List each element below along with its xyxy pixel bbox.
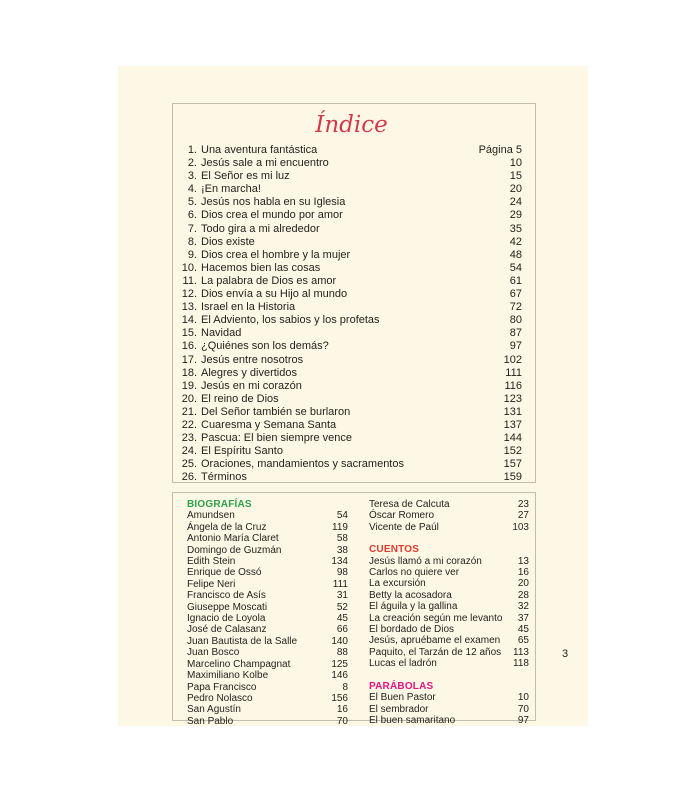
- entry-title: Lucas el ladrón: [369, 658, 437, 670]
- entry-page: 118: [513, 658, 529, 670]
- entry-spacer: [329, 340, 510, 353]
- entry-title: El buen samaritano: [369, 714, 456, 726]
- index-box: [172, 103, 536, 483]
- entry-number: 14.: [181, 314, 197, 327]
- entry-page: 87: [509, 327, 522, 340]
- entry-page: 10: [509, 157, 522, 170]
- entry-page: 66: [336, 624, 348, 636]
- section-entry: [187, 590, 348, 601]
- section-entry: [187, 533, 348, 544]
- entry-title: Teresa de Calcuta: [369, 499, 450, 510]
- entry-page: 16: [517, 567, 529, 579]
- entry-page: 48: [509, 248, 522, 261]
- entry-spacer: [352, 432, 504, 445]
- entry-page: 45: [517, 624, 529, 636]
- entry-title: El sembrador: [369, 703, 429, 715]
- sections-left-column: [187, 499, 348, 727]
- section-entry: [369, 601, 529, 612]
- entry-page: 67: [509, 288, 522, 301]
- entry-title: Giuseppe Moscati: [187, 601, 268, 613]
- entry-page: 23: [517, 499, 529, 510]
- entry-spacer: [303, 354, 504, 367]
- section-entry: [369, 578, 529, 589]
- entry-spacer: [336, 275, 510, 288]
- entry-title: La excursión: [369, 578, 426, 590]
- entry-page: 111: [332, 578, 348, 590]
- entry-title: La palabra de Dios es amor: [201, 274, 337, 287]
- entry-spacer: [255, 236, 510, 249]
- entry-spacer: [241, 327, 509, 340]
- section-entry: [369, 704, 529, 715]
- entry-page: 80: [509, 314, 522, 327]
- index-entry: [181, 144, 522, 157]
- section-entry: [187, 670, 348, 681]
- entry-title: El Espíritu Santo: [201, 445, 283, 458]
- section-entry: [187, 602, 348, 613]
- entry-title: El Adviento, los sabios y los profetas: [201, 314, 380, 327]
- entry-number: 21.: [181, 405, 197, 418]
- index-entry: [181, 223, 522, 236]
- page-number: 3: [561, 648, 569, 660]
- index-entry: [181, 327, 522, 340]
- section-entry: [187, 636, 348, 647]
- index-entry: [181, 183, 522, 196]
- index-entry: [181, 367, 522, 380]
- section-entry: [187, 556, 348, 567]
- section-entry: [369, 522, 529, 533]
- spacer: [369, 533, 529, 544]
- entry-page: 103: [512, 521, 529, 533]
- entry-page: 134: [331, 556, 348, 568]
- sections-right-column: [369, 499, 529, 726]
- entry-page: 52: [336, 601, 348, 613]
- entry-title: Oraciones, mandamientos y sacramentos: [201, 458, 404, 471]
- entry-number: 24.: [181, 445, 197, 458]
- entry-page: 13: [517, 555, 529, 567]
- entry-spacer: [295, 301, 510, 314]
- index-entry: [181, 314, 522, 327]
- entry-page: 20: [509, 183, 522, 196]
- entry-page: 156: [331, 692, 348, 704]
- entry-page: 157: [503, 458, 522, 471]
- entry-spacer: [317, 144, 478, 157]
- entry-title: Jesús nos habla en su Iglesia: [201, 196, 346, 209]
- section-entry: [187, 647, 348, 658]
- entry-number: 5.: [187, 196, 197, 209]
- entry-number: 6.: [187, 209, 197, 222]
- entry-title: Ignacio de Loyola: [187, 613, 266, 625]
- section-entry: [187, 704, 348, 715]
- entry-number: 18.: [181, 366, 197, 379]
- entry-title: ¡En marcha!: [201, 183, 261, 196]
- index-entry: [181, 262, 522, 275]
- entry-number: 9.: [187, 248, 197, 261]
- index-entry: [181, 196, 522, 209]
- entry-spacer: [320, 262, 510, 275]
- entry-title: Betty la acosadora: [369, 589, 452, 601]
- entry-number: 13.: [181, 301, 197, 314]
- entry-spacer: [343, 209, 510, 222]
- entry-title: San Pablo: [187, 715, 234, 727]
- entry-page: 20: [517, 578, 529, 590]
- entry-title: San Agustín: [187, 704, 241, 716]
- index-entry: [181, 432, 522, 445]
- entry-spacer: [350, 406, 503, 419]
- spacer: [369, 670, 529, 681]
- entry-page: 72: [509, 301, 522, 314]
- entry-title: Papa Francisco: [187, 681, 257, 693]
- index-entry: [181, 445, 522, 458]
- entry-page: 54: [336, 510, 348, 522]
- index-entry: [181, 249, 522, 262]
- section-entry: [369, 624, 529, 635]
- entry-spacer: [320, 223, 510, 236]
- entry-spacer: [350, 249, 510, 262]
- section-entry: [369, 692, 529, 703]
- entry-title: José de Calasanz: [187, 624, 267, 636]
- entry-title: Una aventura fantástica: [201, 144, 318, 156]
- book-page: [118, 66, 588, 726]
- entry-page: 16: [336, 704, 348, 716]
- entry-title: Todo gira a mi alrededor: [201, 222, 320, 235]
- index-entry: [181, 170, 522, 183]
- entry-page: 54: [509, 261, 522, 274]
- entry-page: 116: [504, 379, 522, 392]
- entry-title: Términos: [201, 471, 247, 484]
- entry-page: 32: [517, 601, 529, 613]
- entry-page: 65: [517, 635, 529, 647]
- section-entry: [369, 567, 529, 578]
- section-entry: [187, 510, 348, 521]
- entry-title: Cuaresma y Semana Santa: [201, 418, 337, 431]
- index-list: [181, 144, 522, 484]
- entry-page: 29: [509, 209, 522, 222]
- entry-title: Juan Bautista de la Salle: [187, 635, 298, 647]
- entry-spacer: [345, 196, 509, 209]
- entry-page: 24: [509, 196, 522, 209]
- section-entry: [187, 567, 348, 578]
- index-entry: [181, 301, 522, 314]
- entry-page: 137: [503, 418, 522, 431]
- entry-number: 20.: [181, 392, 197, 405]
- entry-title: Jesús entre nosotros: [201, 353, 304, 366]
- entry-page: 8: [342, 681, 348, 693]
- entry-page: 28: [517, 589, 529, 601]
- entry-page: 88: [336, 647, 348, 659]
- index-entry: [181, 393, 522, 406]
- section-entry: [369, 635, 529, 646]
- entry-title: Marcelino Champagnat: [187, 658, 291, 670]
- entry-page: 10: [517, 692, 529, 704]
- entry-spacer: [302, 380, 505, 393]
- entry-number: 25.: [181, 458, 197, 471]
- index-entry: [181, 380, 522, 393]
- sections-box: [172, 492, 536, 727]
- entry-page: 144: [503, 432, 522, 445]
- entry-title: Ángela de la Cruz: [187, 521, 267, 533]
- index-title: Índice: [315, 112, 388, 138]
- index-entry: [181, 419, 522, 432]
- column-gap: [348, 499, 369, 716]
- entry-title: Enrique de Ossó: [187, 567, 262, 579]
- index-entry: [181, 458, 522, 471]
- entry-title: El Buen Pastor: [369, 692, 436, 704]
- entry-title: Dios crea el mundo por amor: [201, 209, 343, 222]
- entry-page: 152: [503, 445, 522, 458]
- section-entry: [187, 693, 348, 704]
- entry-number: 8.: [187, 235, 197, 248]
- entry-title: Edith Stein: [187, 556, 236, 568]
- index-entry: [181, 406, 522, 419]
- entry-number: 3.: [187, 170, 197, 183]
- entry-number: 12.: [181, 288, 197, 301]
- section-entry: [369, 715, 529, 726]
- entry-page: 102: [503, 353, 522, 366]
- entry-page: 111: [505, 366, 522, 379]
- entry-title: Dios envía a su Hijo al mundo: [201, 288, 348, 301]
- entry-title: El águila y la gallina: [369, 601, 458, 613]
- entry-spacer: [329, 157, 510, 170]
- biografias-right-list: [369, 499, 529, 533]
- biografias-left-list: [187, 510, 348, 727]
- entry-page: 98: [336, 567, 348, 579]
- entry-page: 119: [332, 521, 348, 533]
- entry-number: 16.: [181, 340, 197, 353]
- index-entry: [181, 288, 522, 301]
- index-entry: [181, 236, 522, 249]
- section-entry: [187, 522, 348, 533]
- section-entry: [187, 682, 348, 693]
- entry-title: Maximiliano Kolbe: [187, 670, 269, 682]
- entry-page: 97: [517, 714, 529, 726]
- entry-title: Vicente de Paúl: [369, 521, 439, 533]
- entry-spacer: [261, 183, 510, 196]
- entry-title: Pascua: El bien siempre vence: [201, 432, 353, 445]
- entry-page: 15: [509, 170, 522, 183]
- entry-page: 123: [503, 392, 522, 405]
- entry-title: La creación según me levanto: [369, 612, 503, 624]
- entry-title: Israel en la Historia: [201, 301, 296, 314]
- entry-title: Jesús en mi corazón: [201, 379, 302, 392]
- entry-number: 7.: [187, 222, 197, 235]
- entry-title: Amundsen: [187, 510, 235, 522]
- entry-number: 1.: [187, 144, 197, 156]
- entry-number: 19.: [181, 379, 197, 392]
- entry-title: Jesús llamó a mi corazón: [369, 555, 482, 567]
- index-entry: [181, 275, 522, 288]
- entry-title: Jesús, apruébame el examen: [369, 635, 501, 647]
- entry-title: Juan Bosco: [187, 647, 240, 659]
- section-entry: [369, 658, 529, 669]
- index-entry: [181, 157, 522, 170]
- entry-title: ¿Quiénes son los demás?: [201, 340, 329, 353]
- entry-spacer: [404, 458, 504, 471]
- entry-spacer: [279, 393, 504, 406]
- entry-page: 97: [509, 340, 522, 353]
- index-entry: [181, 354, 522, 367]
- entry-number: 17.: [181, 353, 197, 366]
- entry-page: 58: [336, 533, 348, 545]
- entry-number: 22.: [181, 418, 197, 431]
- index-entry: [181, 340, 522, 353]
- section-entry: [369, 613, 529, 624]
- entry-page: 113: [513, 646, 529, 658]
- entry-page: 61: [509, 274, 522, 287]
- section-entry: [187, 716, 348, 727]
- entry-title: Antonio María Claret: [187, 533, 279, 545]
- entry-page: 35: [509, 222, 522, 235]
- section-entry: [369, 590, 529, 601]
- cuentos-heading: CUENTOS: [369, 544, 420, 556]
- cuentos-list: [369, 556, 529, 670]
- entry-page: 31: [336, 590, 348, 602]
- entry-page: 42: [509, 235, 522, 248]
- entry-title: Francisco de Asís: [187, 590, 266, 602]
- section-entry: [187, 624, 348, 635]
- entry-title: Navidad: [201, 327, 242, 340]
- entry-page: 146: [331, 670, 348, 682]
- entry-title: El Señor es mi luz: [201, 170, 290, 183]
- entry-title: Jesús sale a mi encuentro: [201, 157, 329, 170]
- entry-number: 15.: [181, 327, 197, 340]
- entry-page: 159: [503, 471, 522, 484]
- entry-title: El reino de Dios: [201, 392, 279, 405]
- entry-page: 37: [517, 612, 529, 624]
- entry-number: 2.: [187, 157, 197, 170]
- entry-number: 23.: [181, 432, 197, 445]
- section-entry: [369, 510, 529, 521]
- entry-spacer: [283, 445, 504, 458]
- entry-title: Del Señor también se burlaron: [201, 405, 351, 418]
- entry-spacer: [347, 288, 510, 301]
- section-entry: [187, 613, 348, 624]
- entry-title: Paquito, el Tarzán de 12 años: [369, 646, 502, 658]
- parabolas-list: [369, 692, 529, 726]
- entry-number: 4.: [187, 183, 197, 196]
- parabolas-heading: PARÁBOLAS: [369, 680, 434, 692]
- index-entry: [181, 209, 522, 222]
- entry-spacer: [336, 419, 504, 432]
- entry-spacer: [290, 170, 510, 183]
- entry-spacer: [247, 471, 504, 484]
- entry-page: 131: [503, 405, 522, 418]
- section-entry: [369, 499, 529, 510]
- entry-page: 45: [336, 613, 348, 625]
- entry-number: 10.: [181, 261, 197, 274]
- entry-page: 27: [517, 510, 529, 522]
- entry-title: Dios existe: [201, 235, 255, 248]
- entry-title: Hacemos bien las cosas: [201, 261, 321, 274]
- entry-title: Pedro Nolasco: [187, 692, 253, 704]
- entry-title: Óscar Romero: [369, 510, 435, 522]
- entry-page: 140: [331, 635, 348, 647]
- entry-number: 26.: [181, 471, 197, 484]
- section-entry: [187, 579, 348, 590]
- index-entry: [181, 471, 522, 484]
- entry-title: Alegres y divertidos: [201, 366, 297, 379]
- entry-title: Dios crea el hombre y la mujer: [201, 248, 351, 261]
- section-entry: [187, 659, 348, 670]
- entry-title: Domingo de Guzmán: [187, 544, 282, 556]
- entry-number: 11.: [182, 274, 197, 287]
- section-entry: [369, 556, 529, 567]
- entry-spacer: [297, 367, 505, 380]
- entry-page: 70: [336, 715, 348, 727]
- entry-page: 70: [517, 703, 529, 715]
- entry-title: El bordado de Dios: [369, 624, 455, 636]
- section-entry: [369, 647, 529, 658]
- biografias-heading: BIOGRAFÍAS: [187, 499, 252, 510]
- entry-title: Carlos no quiere ver: [369, 567, 460, 579]
- section-entry: [187, 545, 348, 556]
- entry-spacer: [380, 314, 510, 327]
- entry-page: 38: [336, 544, 348, 556]
- entry-page: Página 5: [478, 144, 522, 156]
- entry-page: 125: [331, 658, 348, 670]
- entry-title: Felipe Neri: [187, 578, 236, 590]
